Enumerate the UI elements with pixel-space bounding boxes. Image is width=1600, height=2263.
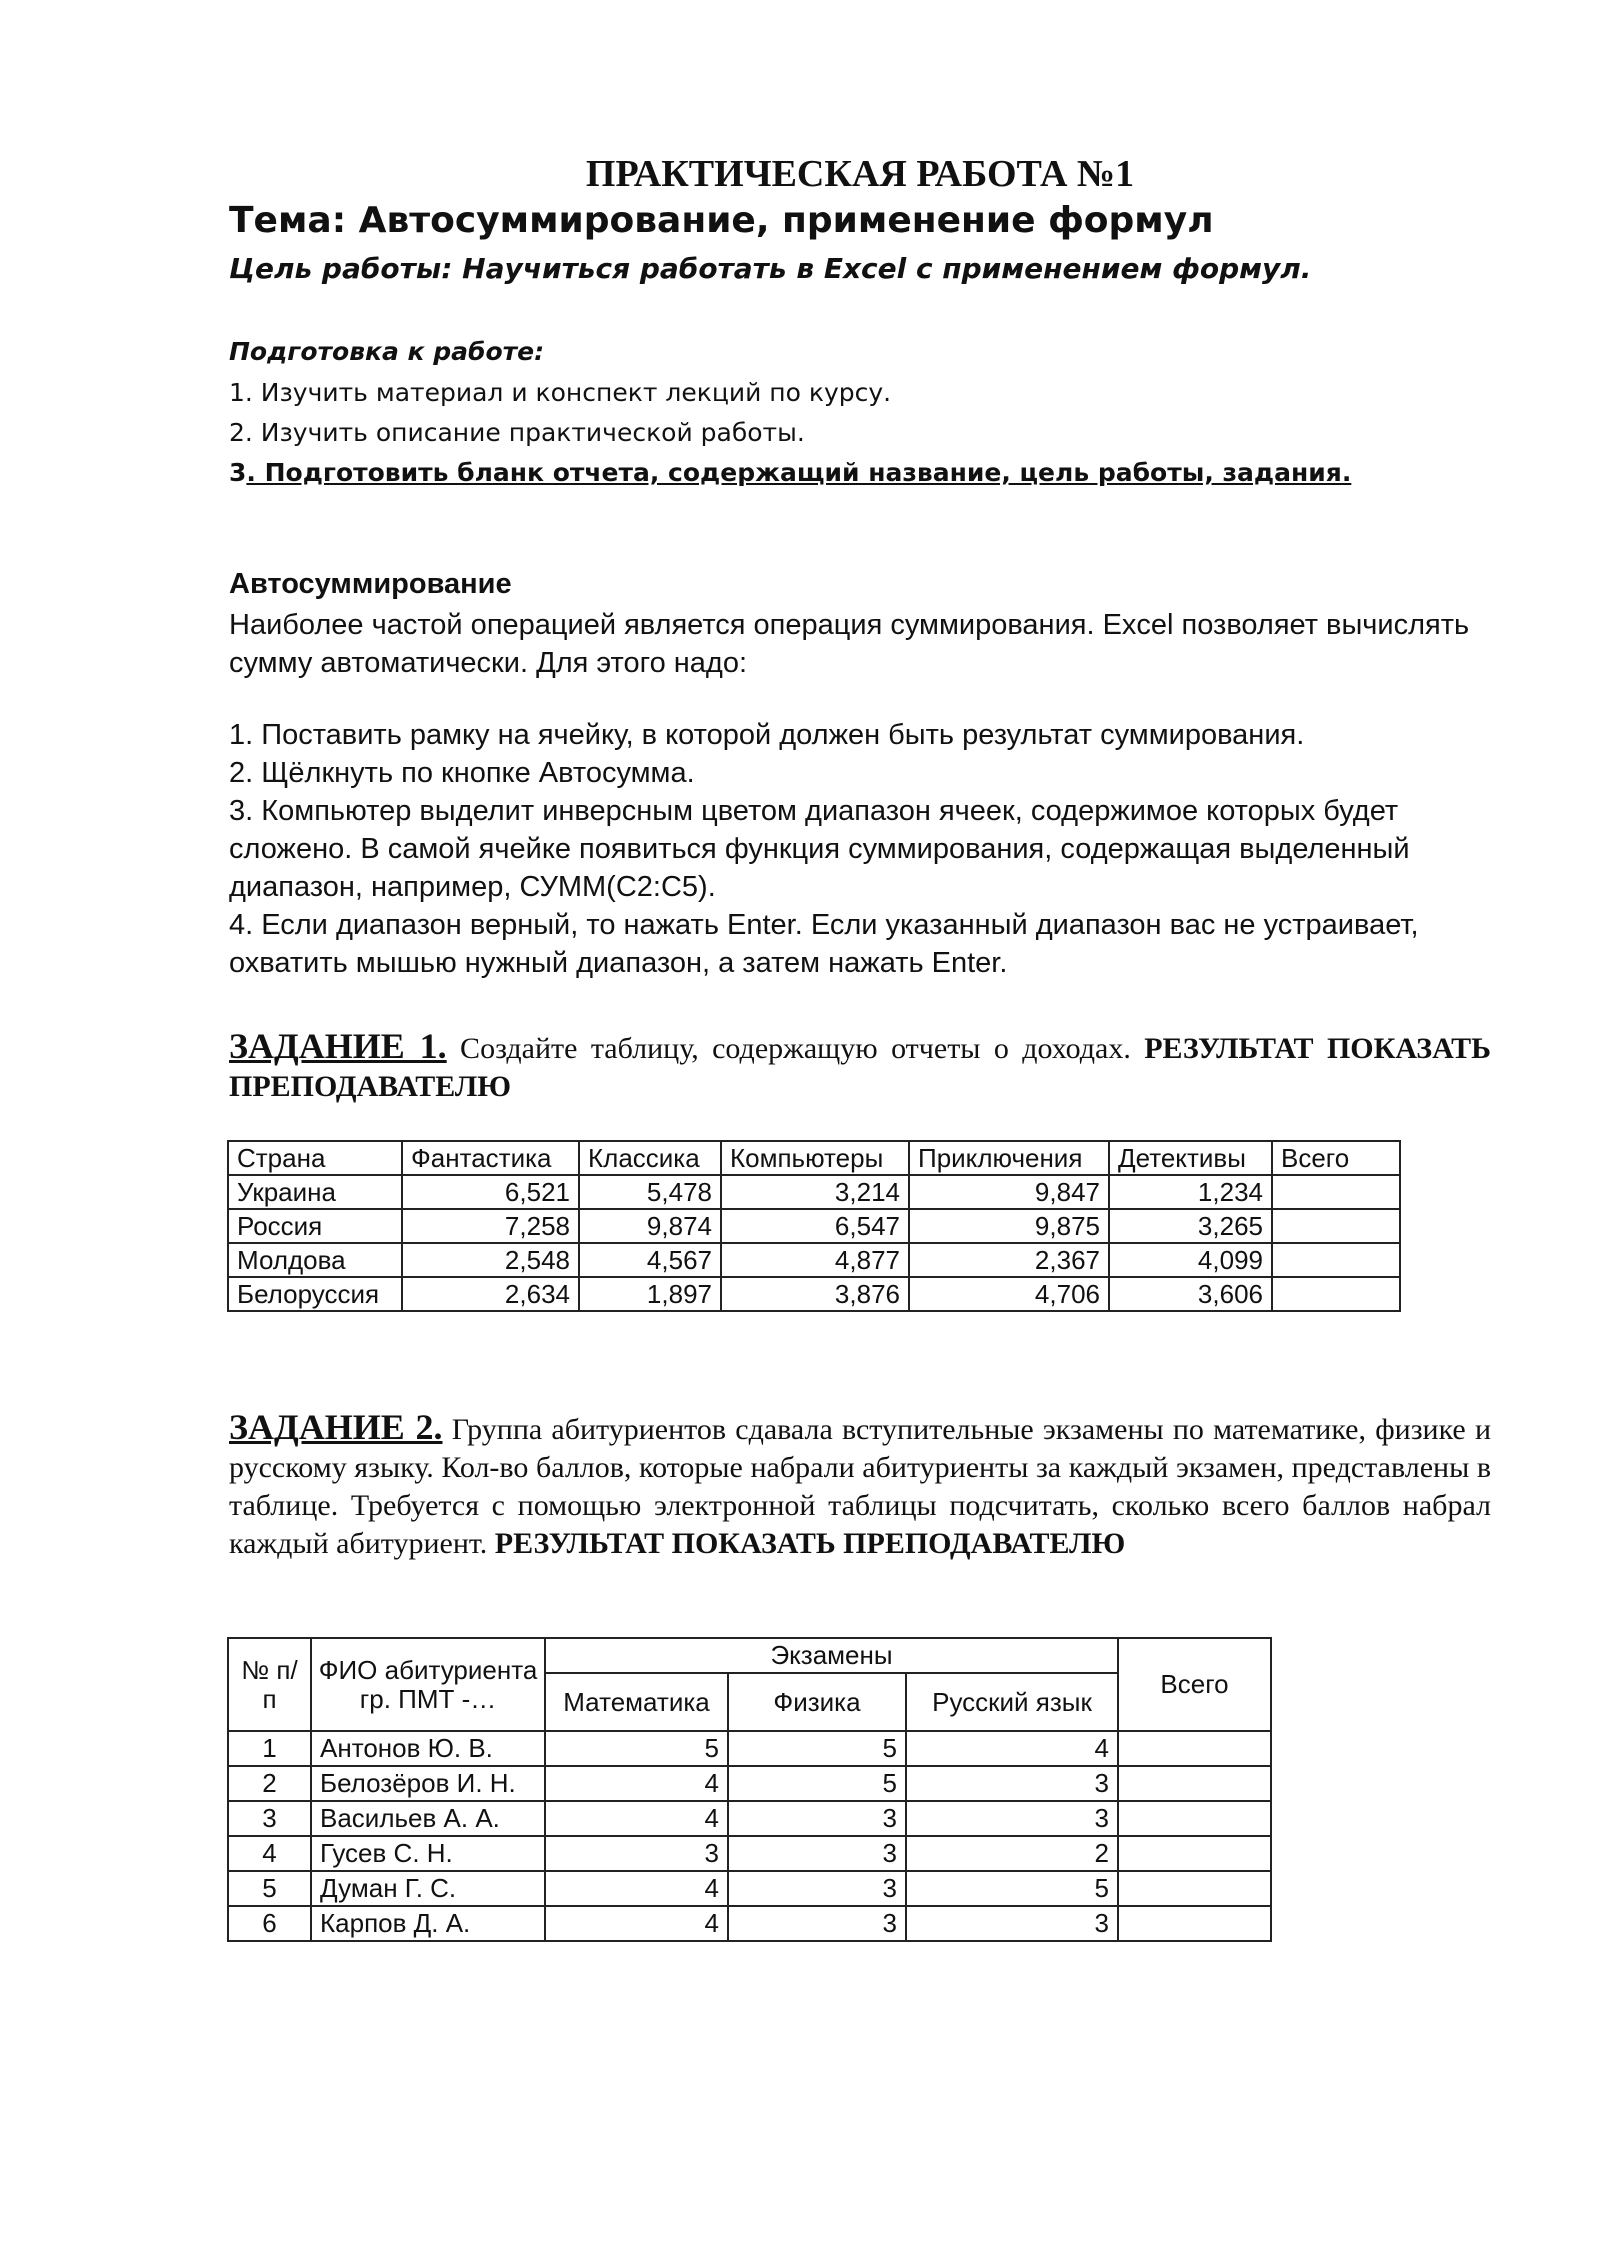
table-cell: 3 bbox=[906, 1906, 1118, 1941]
table-row bbox=[228, 1836, 1271, 1871]
header-cell-total: Всего bbox=[1118, 1638, 1271, 1731]
table-cell bbox=[1118, 1871, 1271, 1906]
table-cell: 4,706 bbox=[909, 1277, 1109, 1311]
topic-heading: Тема: Автосуммирование, применение формул bbox=[229, 200, 1214, 241]
task-2-text: Группа абитуриентов сдавала вступительные экзамены по математике, физике и русскому языку. Кол-во баллов, которые набрали абитуриенты за каждый экзамен, представлены в таблице. Требуется с помощью электронной таблицы подсчитать, сколько всего баллов набрал каждый абитуриент. bbox=[229, 1413, 1492, 1560]
table-cell: 4 bbox=[906, 1731, 1118, 1766]
table-cell bbox=[1272, 1209, 1400, 1243]
autosum-heading: Автосуммирование bbox=[229, 568, 512, 600]
header-cell: Классика bbox=[579, 1141, 721, 1175]
table-cell: 2 bbox=[228, 1766, 311, 1801]
table-cell: 3 bbox=[728, 1906, 906, 1941]
table-cell: 3 bbox=[906, 1766, 1118, 1801]
table-cell: 5 bbox=[906, 1871, 1118, 1906]
preparation-heading: Подготовка к работе: bbox=[229, 337, 545, 366]
autosum-step-4: 4. Если диапазон верный, то нажать Enter. Если указанный диапазон вас не устраивает, охватить мышью нужный диапазон, а затем нажать Enter. bbox=[229, 909, 1419, 979]
table-cell: Антонов Ю. В. bbox=[311, 1731, 545, 1766]
autosum-step-3: 3. Компьютер выделит инверсным цветом диапазон ячеек, содержимое которых будет сложено. В самой ячейке появиться функция суммирования, содержащая выделенный диапазон, например, СУММ(C2:C5). bbox=[229, 795, 1410, 903]
task-2-result: РЕЗУЛЬТАТ ПОКАЗАТЬ ПРЕПОДАВАТЕЛЮ bbox=[494, 1527, 1126, 1560]
table-cell: 4 bbox=[545, 1871, 728, 1906]
table-cell: 3,876 bbox=[721, 1277, 909, 1311]
table-cell: 4 bbox=[545, 1766, 728, 1801]
preparation-item-3-number: 3 bbox=[229, 458, 247, 487]
table-cell: 6 bbox=[228, 1906, 311, 1941]
table-cell: 5 bbox=[228, 1871, 311, 1906]
table-cell: 3,606 bbox=[1109, 1277, 1272, 1311]
page-title: ПРАКТИЧЕСКАЯ РАБОТА №1 bbox=[585, 153, 1135, 195]
table-cell: 5 bbox=[545, 1731, 728, 1766]
table-cell: 4 bbox=[228, 1836, 311, 1871]
table-cell: 1,234 bbox=[1109, 1175, 1272, 1209]
table-cell: 9,874 bbox=[579, 1209, 721, 1243]
table-cell: Украина bbox=[228, 1175, 402, 1209]
autosum-step-2: 2. Щёлкнуть по кнопке Автосумма. bbox=[229, 757, 695, 789]
header-cell-math: Математика bbox=[545, 1673, 728, 1731]
preparation-item-3-text: . Подготовить бланк отчета, содержащий название, цель работы, задания. bbox=[246, 458, 1352, 487]
table-cell: 3,265 bbox=[1109, 1209, 1272, 1243]
table-cell: 3 bbox=[545, 1836, 728, 1871]
table-cell: 1,897 bbox=[579, 1277, 721, 1311]
table-cell: 3 bbox=[906, 1801, 1118, 1836]
header-cell-physics: Физика bbox=[728, 1673, 906, 1731]
header-cell: Детективы bbox=[1109, 1141, 1272, 1175]
table-cell: Белозёров И. Н. bbox=[311, 1766, 545, 1801]
table-row bbox=[228, 1209, 1400, 1243]
preparation-item-3 bbox=[229, 458, 1351, 487]
table-cell: Россия bbox=[228, 1209, 402, 1243]
table-cell: 9,847 bbox=[909, 1175, 1109, 1209]
table-row bbox=[228, 1243, 1400, 1277]
header-cell-number: № п/п bbox=[228, 1638, 311, 1731]
table-header-row bbox=[228, 1141, 1400, 1175]
table-cell bbox=[1118, 1731, 1271, 1766]
table-cell: 3 bbox=[728, 1871, 906, 1906]
task-1-label: ЗАДАНИЕ 1. bbox=[229, 1026, 447, 1066]
task-1-text: Создайте таблицу, содержащую отчеты о доходах. bbox=[446, 1032, 1145, 1065]
table-cell: Гусев С. Н. bbox=[311, 1836, 545, 1871]
table-cell: 2,548 bbox=[402, 1243, 579, 1277]
header-cell: Фантастика bbox=[402, 1141, 579, 1175]
table-cell: 5 bbox=[728, 1731, 906, 1766]
table-cell: 4 bbox=[545, 1801, 728, 1836]
table-cell bbox=[1118, 1906, 1271, 1941]
header-cell: Страна bbox=[228, 1141, 402, 1175]
table-cell bbox=[1118, 1836, 1271, 1871]
task-1-result: РЕЗУЛЬТАТ ПОКАЗАТЬ ПРЕПОДАВАТЕЛЮ bbox=[229, 1032, 1491, 1103]
table-row bbox=[228, 1731, 1271, 1766]
header-cell: Приключения bbox=[909, 1141, 1109, 1175]
table-cell: 9,875 bbox=[909, 1209, 1109, 1243]
preparation-item-1: 1. Изучить материал и конспект лекций по курсу. bbox=[229, 378, 892, 407]
task-1-paragraph bbox=[229, 1027, 1491, 1106]
table-cell bbox=[1272, 1175, 1400, 1209]
table-row bbox=[228, 1906, 1271, 1941]
preparation-item-2: 2. Изучить описание практической работы. bbox=[229, 418, 805, 447]
goal-heading: Цель работы: Научиться работать в Excel с применением формул. bbox=[229, 252, 1312, 285]
table-cell: 2,634 bbox=[402, 1277, 579, 1311]
income-table bbox=[227, 1140, 1401, 1312]
table-cell: 6,521 bbox=[402, 1175, 579, 1209]
autosum-intro: Наиболее частой операцией является операция суммирования. Excel позволяет вычислять сумму автоматически. Для этого надо: bbox=[229, 609, 1470, 679]
table-cell: 4,567 bbox=[579, 1243, 721, 1277]
table-cell: 7,258 bbox=[402, 1209, 579, 1243]
table-cell: 4,877 bbox=[721, 1243, 909, 1277]
table-cell: 6,547 bbox=[721, 1209, 909, 1243]
table-cell: Карпов Д. А. bbox=[311, 1906, 545, 1941]
table-cell: 5 bbox=[728, 1766, 906, 1801]
table-cell: 3 bbox=[228, 1801, 311, 1836]
table-cell bbox=[1118, 1801, 1271, 1836]
autosum-steps bbox=[229, 716, 1489, 982]
table-cell: 3,214 bbox=[721, 1175, 909, 1209]
table-row bbox=[228, 1801, 1271, 1836]
task-2-paragraph bbox=[229, 1408, 1491, 1563]
table-cell: Думан Г. С. bbox=[311, 1871, 545, 1906]
table-cell: 3 bbox=[728, 1801, 906, 1836]
table-row bbox=[228, 1871, 1271, 1906]
header-cell: Всего bbox=[1272, 1141, 1400, 1175]
table-cell: 4,099 bbox=[1109, 1243, 1272, 1277]
table-cell: Белоруссия bbox=[228, 1277, 402, 1311]
autosum-step-1: 1. Поставить рамку на ячейку, в которой должен быть результат суммирования. bbox=[229, 719, 1305, 751]
table-cell: 2,367 bbox=[909, 1243, 1109, 1277]
header-cell: Компьютеры bbox=[721, 1141, 909, 1175]
task-2-label: ЗАДАНИЕ 2. bbox=[229, 1407, 443, 1447]
header-cell-russian: Русский язык bbox=[906, 1673, 1118, 1731]
table-cell: Васильев А. А. bbox=[311, 1801, 545, 1836]
table-row bbox=[228, 1175, 1400, 1209]
table-cell: 3 bbox=[728, 1836, 906, 1871]
table-cell: 1 bbox=[228, 1731, 311, 1766]
table-cell: Молдова bbox=[228, 1243, 402, 1277]
header-cell-fio: ФИО абитуриента гр. ПМТ -… bbox=[311, 1638, 545, 1731]
table-cell bbox=[1272, 1277, 1400, 1311]
table-header-row bbox=[228, 1638, 1271, 1673]
table-cell bbox=[1272, 1243, 1400, 1277]
header-cell-exams: Экзамены bbox=[545, 1638, 1118, 1673]
table-cell bbox=[1118, 1766, 1271, 1801]
table-row bbox=[228, 1766, 1271, 1801]
table-cell: 2 bbox=[906, 1836, 1118, 1871]
table-cell: 5,478 bbox=[579, 1175, 721, 1209]
table-cell: 4 bbox=[545, 1906, 728, 1941]
exam-table bbox=[227, 1637, 1272, 1942]
table-row bbox=[228, 1277, 1400, 1311]
